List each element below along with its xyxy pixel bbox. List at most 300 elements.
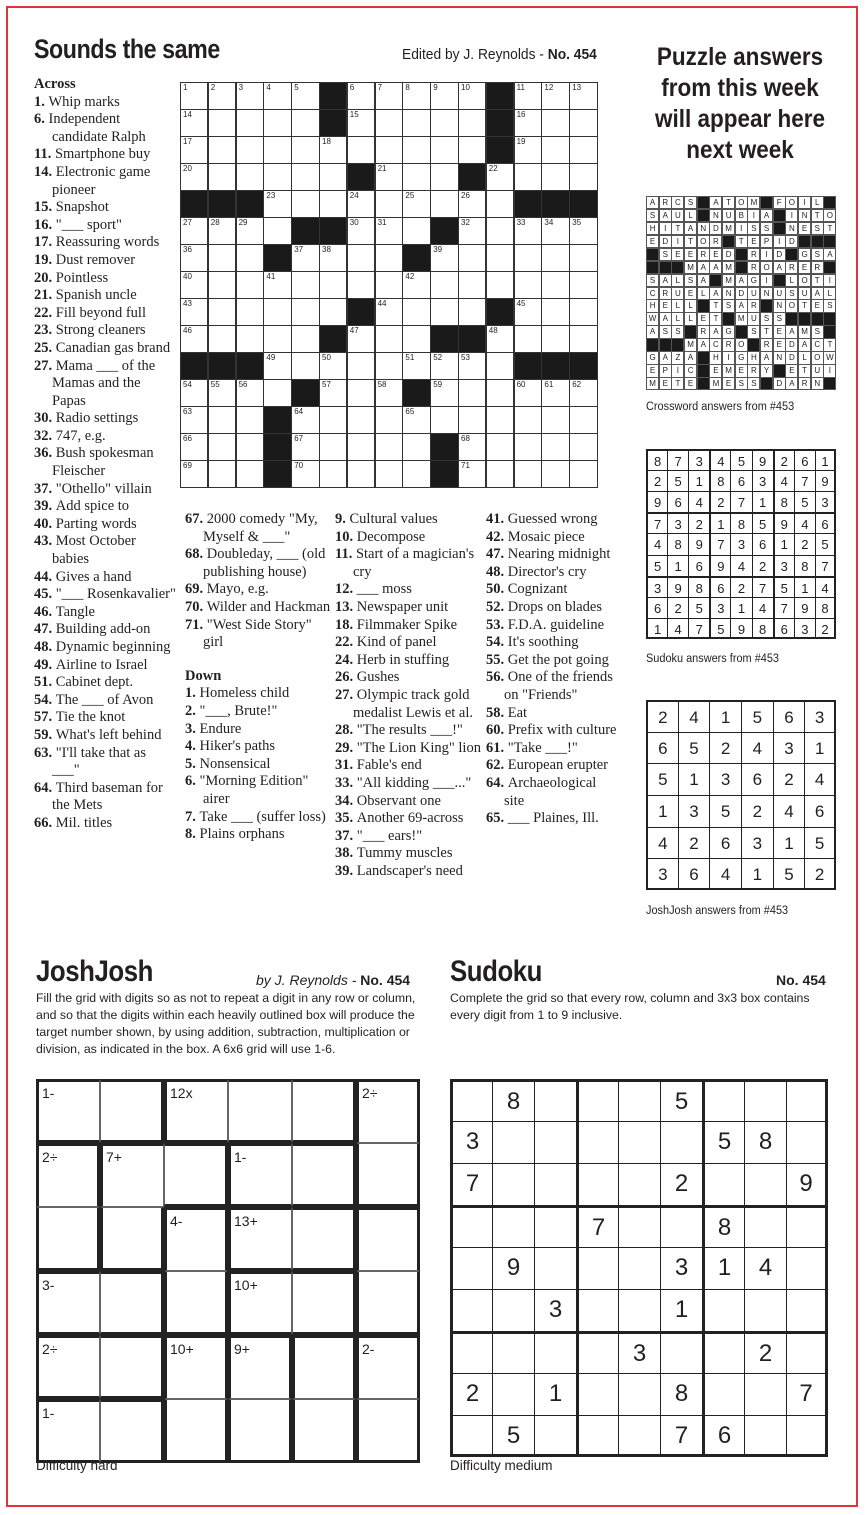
joshjosh-cell[interactable]	[100, 1271, 164, 1335]
sudoku-cell[interactable]	[450, 1247, 492, 1289]
clue-text: Building add-on	[55, 621, 151, 638]
crossword-cell[interactable]	[208, 460, 236, 488]
crossword-cell[interactable]	[347, 379, 375, 407]
joshjosh-cell[interactable]	[356, 1143, 420, 1207]
sudoku-cell[interactable]	[618, 1289, 660, 1331]
sudoku-cell[interactable]	[618, 1079, 660, 1121]
crossword-cell[interactable]	[291, 433, 319, 461]
crossword-cell[interactable]	[180, 298, 208, 326]
answer-letter: N	[798, 209, 811, 222]
crossword-cell[interactable]	[291, 163, 319, 191]
crossword-cell[interactable]	[375, 406, 403, 434]
crossword-cell[interactable]	[236, 244, 264, 272]
crossword-cell[interactable]	[486, 406, 514, 434]
clue-item	[185, 826, 331, 844]
crossword-cell[interactable]	[319, 298, 347, 326]
crossword-cell[interactable]	[208, 244, 236, 272]
crossword-cell[interactable]	[458, 271, 486, 299]
crossword-cell[interactable]	[402, 271, 430, 299]
joshjosh-cell[interactable]	[356, 1399, 420, 1463]
crossword-cell[interactable]	[430, 163, 458, 191]
crossword-cell[interactable]	[402, 433, 430, 461]
sudoku-cell[interactable]	[618, 1121, 660, 1163]
crossword-cell[interactable]	[486, 244, 514, 272]
crossword-cell[interactable]	[236, 271, 264, 299]
sudoku-cell[interactable]	[450, 1415, 492, 1457]
crossword-cell[interactable]	[569, 406, 597, 434]
joshjosh-cell[interactable]	[100, 1079, 164, 1143]
crossword-cell[interactable]	[347, 244, 375, 272]
crossword-cell[interactable]	[541, 298, 569, 326]
sudoku-cell[interactable]	[576, 1289, 618, 1331]
crossword-cell[interactable]	[347, 82, 375, 110]
crossword-cell[interactable]	[347, 271, 375, 299]
sudoku-cell[interactable]	[618, 1373, 660, 1415]
sudoku-cell[interactable]	[744, 1079, 786, 1121]
crossword-cell[interactable]	[236, 217, 264, 245]
sudoku-cell[interactable]	[744, 1163, 786, 1205]
crossword-cell[interactable]	[236, 136, 264, 164]
clue-item	[185, 617, 331, 652]
crossword-cell[interactable]	[402, 325, 430, 353]
crossword-cell[interactable]	[263, 217, 291, 245]
clue-item	[34, 94, 176, 112]
crossword-cell[interactable]	[208, 433, 236, 461]
sudoku-cell[interactable]	[534, 1205, 576, 1247]
crossword-cell[interactable]	[180, 217, 208, 245]
crossword-cell[interactable]	[514, 244, 542, 272]
crossword-cell[interactable]	[319, 190, 347, 218]
crossword-cell[interactable]	[541, 379, 569, 407]
crossword-cell[interactable]	[402, 406, 430, 434]
crossword-cell[interactable]	[236, 433, 264, 461]
crossword-cell[interactable]	[402, 298, 430, 326]
sudoku-cell[interactable]	[618, 1247, 660, 1289]
crossword-cell[interactable]	[569, 271, 597, 299]
crossword-cell[interactable]	[180, 109, 208, 137]
crossword-cell[interactable]	[319, 136, 347, 164]
crossword-cell[interactable]	[375, 82, 403, 110]
joshjosh-cell[interactable]	[36, 1207, 100, 1271]
clue-item	[34, 639, 176, 657]
crossword-cell[interactable]	[319, 271, 347, 299]
crossword-cell[interactable]	[347, 460, 375, 488]
sudoku-cell[interactable]	[492, 1331, 534, 1373]
answer-digit: 8	[815, 597, 836, 618]
sudoku-cell[interactable]	[660, 1331, 702, 1373]
answer-digit: 8	[773, 491, 794, 512]
sudoku-cell[interactable]	[534, 1163, 576, 1205]
sudoku-cell[interactable]	[618, 1163, 660, 1205]
crossword-cell[interactable]	[208, 298, 236, 326]
crossword-cell[interactable]	[347, 325, 375, 353]
sudoku-cell[interactable]	[786, 1247, 828, 1289]
crossword-cell[interactable]	[347, 136, 375, 164]
crossword-cell[interactable]	[514, 433, 542, 461]
sudoku-cell[interactable]	[786, 1079, 828, 1121]
crossword-cell[interactable]	[180, 460, 208, 488]
crossword-cell[interactable]	[430, 352, 458, 380]
crossword-cell[interactable]	[569, 82, 597, 110]
crossword-cell[interactable]	[347, 352, 375, 380]
sudoku-cell[interactable]	[492, 1289, 534, 1331]
crossword-grid[interactable]	[180, 82, 597, 487]
crossword-cell[interactable]	[458, 433, 486, 461]
sudoku-cell[interactable]	[576, 1247, 618, 1289]
crossword-cell[interactable]	[430, 406, 458, 434]
crossword-cell[interactable]	[319, 460, 347, 488]
crossword-cell[interactable]	[541, 460, 569, 488]
crossword-cell[interactable]	[291, 460, 319, 488]
crossword-cell[interactable]	[541, 163, 569, 191]
crossword-cell[interactable]	[458, 217, 486, 245]
crossword-cell[interactable]	[569, 136, 597, 164]
crossword-cell[interactable]	[208, 379, 236, 407]
crossword-cell[interactable]	[180, 163, 208, 191]
crossword-cell[interactable]	[541, 109, 569, 137]
sudoku-cell[interactable]	[576, 1079, 618, 1121]
joshjosh-cell[interactable]	[356, 1207, 420, 1271]
crossword-cell[interactable]	[319, 379, 347, 407]
crossword-cell[interactable]	[402, 136, 430, 164]
crossword-cell[interactable]	[291, 406, 319, 434]
crossword-cell[interactable]	[458, 352, 486, 380]
crossword-cell[interactable]	[569, 325, 597, 353]
crossword-cell[interactable]	[569, 109, 597, 137]
answer-letter: U	[798, 287, 811, 300]
crossword-cell[interactable]	[347, 217, 375, 245]
crossword-cell[interactable]	[347, 433, 375, 461]
crossword-cell[interactable]	[319, 244, 347, 272]
crossword-cell[interactable]	[263, 271, 291, 299]
crossword-cell[interactable]	[347, 109, 375, 137]
crossword-cell[interactable]	[375, 379, 403, 407]
crossword-cell[interactable]	[430, 244, 458, 272]
crossword-cell[interactable]	[402, 217, 430, 245]
crossword-cell[interactable]	[319, 406, 347, 434]
crossword-cell[interactable]	[514, 406, 542, 434]
crossword-cell[interactable]	[263, 82, 291, 110]
black-square	[646, 338, 659, 351]
sudoku-cell[interactable]	[492, 1163, 534, 1205]
crossword-cell[interactable]	[208, 406, 236, 434]
crossword-cell[interactable]	[402, 82, 430, 110]
crossword-cell[interactable]	[291, 136, 319, 164]
cell-number: 15	[349, 110, 359, 119]
sudoku-cell[interactable]	[534, 1079, 576, 1121]
crossword-cell[interactable]	[263, 325, 291, 353]
crossword-cell[interactable]	[486, 190, 514, 218]
sudoku-cell[interactable]	[744, 1205, 786, 1247]
sudoku-cell[interactable]	[744, 1289, 786, 1331]
crossword-cell[interactable]	[486, 325, 514, 353]
crossword-cell[interactable]	[514, 217, 542, 245]
sudoku-cell[interactable]	[534, 1121, 576, 1163]
crossword-cell[interactable]	[458, 244, 486, 272]
joshjosh-cell[interactable]	[292, 1207, 356, 1271]
sudoku-cell[interactable]	[450, 1205, 492, 1247]
answer-letter: H	[747, 351, 760, 364]
sudoku-cell[interactable]	[744, 1373, 786, 1415]
sudoku-cell[interactable]	[576, 1121, 618, 1163]
crossword-cell[interactable]	[458, 82, 486, 110]
sudoku-cell[interactable]	[618, 1415, 660, 1457]
crossword-cell[interactable]	[486, 271, 514, 299]
crossword-cell[interactable]	[458, 136, 486, 164]
crossword-cell[interactable]	[291, 325, 319, 353]
sudoku-cell[interactable]	[618, 1205, 660, 1247]
joshjosh-cell[interactable]	[292, 1271, 356, 1335]
sudoku-cell[interactable]	[786, 1121, 828, 1163]
answer-digit: 4	[752, 597, 773, 618]
crossword-cell[interactable]	[263, 298, 291, 326]
crossword-cell[interactable]	[180, 271, 208, 299]
crossword-cell[interactable]	[208, 109, 236, 137]
crossword-cell[interactable]	[430, 379, 458, 407]
answer-letter: S	[722, 299, 735, 312]
answer-digit: 4	[730, 555, 751, 576]
joshjosh-cell[interactable]	[164, 1143, 228, 1207]
crossword-cell[interactable]	[236, 298, 264, 326]
answer-letter: S	[671, 325, 684, 338]
crossword-cell[interactable]	[486, 217, 514, 245]
sudoku-cell[interactable]	[702, 1079, 744, 1121]
crossword-cell[interactable]	[569, 163, 597, 191]
crossword-cell[interactable]	[402, 190, 430, 218]
sudoku-cell[interactable]	[786, 1289, 828, 1331]
crossword-cell[interactable]	[569, 217, 597, 245]
clue-item	[34, 481, 176, 499]
sudoku-cell[interactable]	[534, 1415, 576, 1457]
crossword-cell[interactable]	[569, 460, 597, 488]
crossword-cell[interactable]	[514, 82, 542, 110]
crossword-cell[interactable]	[236, 109, 264, 137]
crossword-cell[interactable]	[180, 82, 208, 110]
crossword-cell[interactable]	[208, 163, 236, 191]
crossword-cell[interactable]	[375, 163, 403, 191]
crossword-cell[interactable]	[375, 136, 403, 164]
crossword-cell[interactable]	[236, 325, 264, 353]
crossword-cell[interactable]	[319, 433, 347, 461]
crossword-cell[interactable]	[541, 82, 569, 110]
crossword-cell[interactable]	[458, 379, 486, 407]
sudoku-cell[interactable]	[744, 1415, 786, 1457]
sudoku-cell[interactable]	[660, 1121, 702, 1163]
crossword-cell[interactable]	[236, 163, 264, 191]
sudoku-cell[interactable]	[492, 1373, 534, 1415]
crossword-cell[interactable]	[430, 190, 458, 218]
crossword-cell[interactable]	[541, 433, 569, 461]
crossword-cell[interactable]	[347, 190, 375, 218]
crossword-cell[interactable]	[458, 109, 486, 137]
crossword-cell[interactable]	[430, 82, 458, 110]
crossword-cell[interactable]	[263, 109, 291, 137]
cell-number: 67	[294, 434, 304, 443]
crossword-cell[interactable]	[180, 406, 208, 434]
crossword-cell[interactable]	[236, 406, 264, 434]
joshjosh-cell[interactable]	[164, 1399, 228, 1463]
crossword-cell[interactable]	[263, 190, 291, 218]
crossword-cell[interactable]	[402, 352, 430, 380]
crossword-cell[interactable]	[569, 433, 597, 461]
crossword-cell[interactable]	[319, 352, 347, 380]
crossword-cell[interactable]	[180, 433, 208, 461]
joshjosh-cell[interactable]	[292, 1399, 356, 1463]
crossword-cell[interactable]	[514, 298, 542, 326]
sudoku-cell[interactable]	[786, 1205, 828, 1247]
joshjosh-cell[interactable]	[100, 1207, 164, 1271]
sudoku-cell[interactable]	[450, 1289, 492, 1331]
sudoku-cell[interactable]	[576, 1331, 618, 1373]
sudoku-cell[interactable]	[702, 1289, 744, 1331]
crossword-cell[interactable]	[430, 298, 458, 326]
answer-letter: E	[735, 364, 748, 377]
crossword-cell[interactable]	[347, 406, 375, 434]
sudoku-cell[interactable]	[702, 1163, 744, 1205]
answer-digit: 2	[815, 618, 836, 639]
sudoku-cell[interactable]	[492, 1205, 534, 1247]
crossword-cell[interactable]	[402, 460, 430, 488]
crossword-cell[interactable]	[291, 244, 319, 272]
crossword-cell[interactable]	[375, 190, 403, 218]
sudoku-cell[interactable]	[534, 1247, 576, 1289]
crossword-cell[interactable]	[541, 325, 569, 353]
joshjosh-cell[interactable]	[292, 1079, 356, 1143]
joshjosh-cell[interactable]	[100, 1335, 164, 1399]
joshjosh-cell[interactable]	[164, 1271, 228, 1335]
sudoku-cell[interactable]	[576, 1163, 618, 1205]
crossword-cell[interactable]	[514, 271, 542, 299]
crossword-cell[interactable]	[375, 433, 403, 461]
crossword-cell[interactable]	[180, 244, 208, 272]
crossword-cell[interactable]	[375, 460, 403, 488]
joshjosh-cell[interactable]	[292, 1143, 356, 1207]
crossword-cell[interactable]	[458, 460, 486, 488]
sudoku-cell[interactable]	[534, 1331, 576, 1373]
crossword-cell[interactable]	[569, 244, 597, 272]
cell-number: 51	[405, 353, 415, 362]
crossword-cell[interactable]	[180, 136, 208, 164]
crossword-cell[interactable]	[486, 379, 514, 407]
crossword-cell[interactable]	[291, 298, 319, 326]
crossword-cell[interactable]	[375, 298, 403, 326]
crossword-cell[interactable]	[569, 298, 597, 326]
crossword-cell[interactable]	[263, 352, 291, 380]
crossword-cell[interactable]	[514, 325, 542, 353]
sudoku-cell[interactable]	[702, 1373, 744, 1415]
crossword-cell[interactable]	[375, 244, 403, 272]
joshjosh-cell[interactable]	[356, 1271, 420, 1335]
crossword-cell[interactable]	[514, 109, 542, 137]
crossword-cell[interactable]	[402, 163, 430, 191]
crossword-cell[interactable]	[180, 379, 208, 407]
crossword-cell[interactable]	[541, 244, 569, 272]
answer-digit: 1	[741, 858, 773, 890]
clue-item	[335, 810, 483, 828]
joshjosh-cell[interactable]	[228, 1079, 292, 1143]
crossword-cell[interactable]	[430, 271, 458, 299]
given-digit: 1	[534, 1373, 576, 1415]
crossword-cell[interactable]	[236, 82, 264, 110]
crossword-cell[interactable]	[486, 352, 514, 380]
joshjosh-cell[interactable]	[100, 1399, 164, 1463]
crossword-cell[interactable]	[263, 136, 291, 164]
crossword-cell[interactable]	[236, 379, 264, 407]
sudoku-cell[interactable]	[786, 1331, 828, 1373]
crossword-cell[interactable]	[514, 136, 542, 164]
crossword-cell[interactable]	[291, 82, 319, 110]
crossword-cell[interactable]	[430, 136, 458, 164]
crossword-cell[interactable]	[180, 325, 208, 353]
crossword-cell[interactable]	[514, 163, 542, 191]
crossword-cell[interactable]	[236, 460, 264, 488]
clue-number: 60.	[486, 722, 508, 739]
crossword-cell[interactable]	[458, 406, 486, 434]
crossword-cell[interactable]	[291, 352, 319, 380]
crossword-cell[interactable]	[458, 190, 486, 218]
cell-number: 36	[183, 245, 192, 254]
answer-letter: S	[760, 222, 773, 235]
crossword-cell[interactable]	[319, 163, 347, 191]
crossword-cell[interactable]	[514, 460, 542, 488]
crossword-cell[interactable]	[375, 352, 403, 380]
crossword-cell[interactable]	[208, 217, 236, 245]
crossword-cell[interactable]	[541, 136, 569, 164]
sudoku-cell[interactable]	[492, 1121, 534, 1163]
sudoku-cell[interactable]	[786, 1415, 828, 1457]
crossword-cell[interactable]	[208, 82, 236, 110]
crossword-cell[interactable]	[291, 190, 319, 218]
crossword-cell[interactable]	[208, 271, 236, 299]
crossword-cell[interactable]	[375, 109, 403, 137]
crossword-cell[interactable]	[541, 406, 569, 434]
clue-text: Electronic game pioneer	[52, 163, 151, 198]
answer-letter: E	[671, 248, 684, 261]
crossword-cell[interactable]	[402, 109, 430, 137]
joshjosh-cell[interactable]	[292, 1335, 356, 1399]
crossword-cell[interactable]	[263, 163, 291, 191]
joshjosh-cell[interactable]	[228, 1399, 292, 1463]
joshjosh-grid[interactable]	[36, 1079, 420, 1463]
black-square	[319, 109, 347, 137]
crossword-cell[interactable]	[514, 379, 542, 407]
sudoku-cell[interactable]	[576, 1415, 618, 1457]
crossword-cell[interactable]	[486, 163, 514, 191]
sudoku-cell[interactable]	[576, 1373, 618, 1415]
crossword-cell[interactable]	[291, 109, 319, 137]
crossword-cell[interactable]	[486, 433, 514, 461]
crossword-cell[interactable]	[541, 217, 569, 245]
crossword-cell[interactable]	[208, 136, 236, 164]
sudoku-cell[interactable]	[660, 1205, 702, 1247]
crossword-cell[interactable]	[541, 271, 569, 299]
crossword-cell[interactable]	[291, 271, 319, 299]
sudoku-cell[interactable]	[450, 1331, 492, 1373]
crossword-cell[interactable]	[375, 271, 403, 299]
crossword-cell[interactable]	[375, 325, 403, 353]
sudoku-cell[interactable]	[450, 1079, 492, 1121]
crossword-cell[interactable]	[458, 298, 486, 326]
crossword-cell[interactable]	[263, 379, 291, 407]
crossword-cell[interactable]	[375, 217, 403, 245]
black-square	[697, 351, 710, 364]
crossword-cell[interactable]	[430, 109, 458, 137]
sudoku-cell[interactable]	[702, 1331, 744, 1373]
crossword-cell[interactable]	[569, 379, 597, 407]
crossword-cell[interactable]	[208, 325, 236, 353]
sudoku-grid[interactable]	[450, 1079, 828, 1457]
crossword-cell[interactable]	[486, 460, 514, 488]
